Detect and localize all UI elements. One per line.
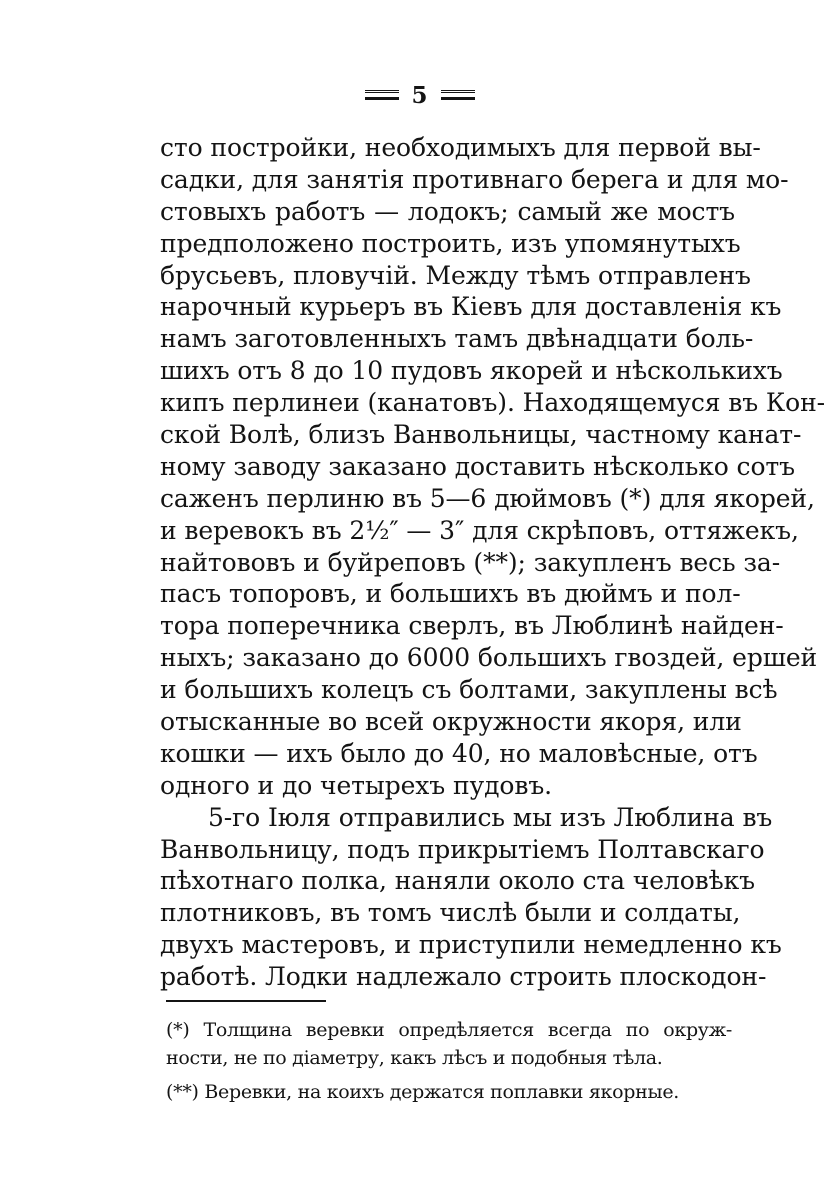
- text-line: пѣхотнаго полка, наняли около ста человѣкъ: [160, 866, 755, 896]
- text-line: 5-го Іюля отправились мы изъ Люблина въ: [208, 802, 773, 832]
- text-line: и большихъ колецъ съ болтами, закуплены всѣ: [160, 675, 778, 705]
- body-text: [160, 132, 826, 993]
- text-line: ному заводу заказано доставить нѣсколько сотъ: [160, 451, 795, 481]
- text-line: ныхъ; заказано до 6000 большихъ гвоздей, ершей: [160, 643, 818, 673]
- text-line: предположено построить, изъ упомянутыхъ: [160, 228, 741, 258]
- text-line: стовыхъ работъ — лодокъ; самый же мостъ: [160, 196, 735, 226]
- text-line: пасъ топоровъ, и большихъ въ дюймъ и пол-: [160, 579, 741, 609]
- text-line: кошки — ихъ было до 40, но маловѣсные, отъ: [160, 738, 758, 768]
- text-line: кипъ перлинеи (канатовъ). Находящемуся въ Кон-: [160, 388, 826, 418]
- footnote-separator: [166, 1000, 326, 1002]
- page-number: 5: [411, 82, 429, 109]
- text-line: нарочный курьеръ въ Кіевъ для доставленія къ: [160, 292, 782, 322]
- text-line: отысканные во всей окружности якоря, или: [160, 707, 742, 737]
- header-rule-left: [365, 90, 399, 101]
- footnote-1-line: (*) Толщина веревки опредѣляется всегда по окруж-: [166, 1019, 732, 1041]
- header-rule-right: [441, 90, 475, 101]
- text-line: и веревокъ въ 2½″ — 3″ для скрѣповъ, оттяжекъ,: [160, 515, 799, 545]
- text-line: двухъ мастеровъ, и приступили немедленно къ: [160, 930, 782, 960]
- text-line: найтововъ и буйреповъ (**); закупленъ весь за-: [160, 547, 781, 577]
- text-line: ской Волѣ, близъ Ванвольницы, частному канат-: [160, 420, 802, 450]
- text-line: Ванвольницу, подъ прикрытіемъ Полтавскаго: [160, 834, 765, 864]
- text-line: тора поперечника сверлъ, въ Люблинѣ найден-: [160, 611, 784, 641]
- text-line: плотниковъ, въ томъ числѣ были и солдаты,: [160, 898, 741, 928]
- text-line: садки, для занятія противнаго берега и для мо-: [160, 164, 789, 194]
- footnotes: [166, 1016, 732, 1106]
- footnote-1-line: ности, не по діаметру, какъ лѣсъ и подобныя тѣла.: [166, 1047, 663, 1069]
- text-line: работѣ. Лодки надлежало строить плоскодон-: [160, 962, 767, 992]
- text-line: одного и до четырехъ пудовъ.: [160, 770, 553, 800]
- page-header: [0, 82, 840, 110]
- footnote-2-line: (**) Веревки, на коихъ держатся поплавки якорные.: [166, 1081, 680, 1103]
- text-line: намъ заготовленныхъ тамъ двѣнадцати боль-: [160, 324, 754, 354]
- text-line: сто постройки, необходимыхъ для первой вы-: [160, 133, 761, 162]
- text-line: брусьевъ, пловучій. Между тѣмъ отправленъ: [160, 260, 751, 290]
- text-line: саженъ перлиню въ 5—6 дюймовъ (*) для якорей,: [160, 483, 815, 513]
- text-line: шихъ отъ 8 до 10 пудовъ якорей и нѣсколькихъ: [160, 356, 783, 386]
